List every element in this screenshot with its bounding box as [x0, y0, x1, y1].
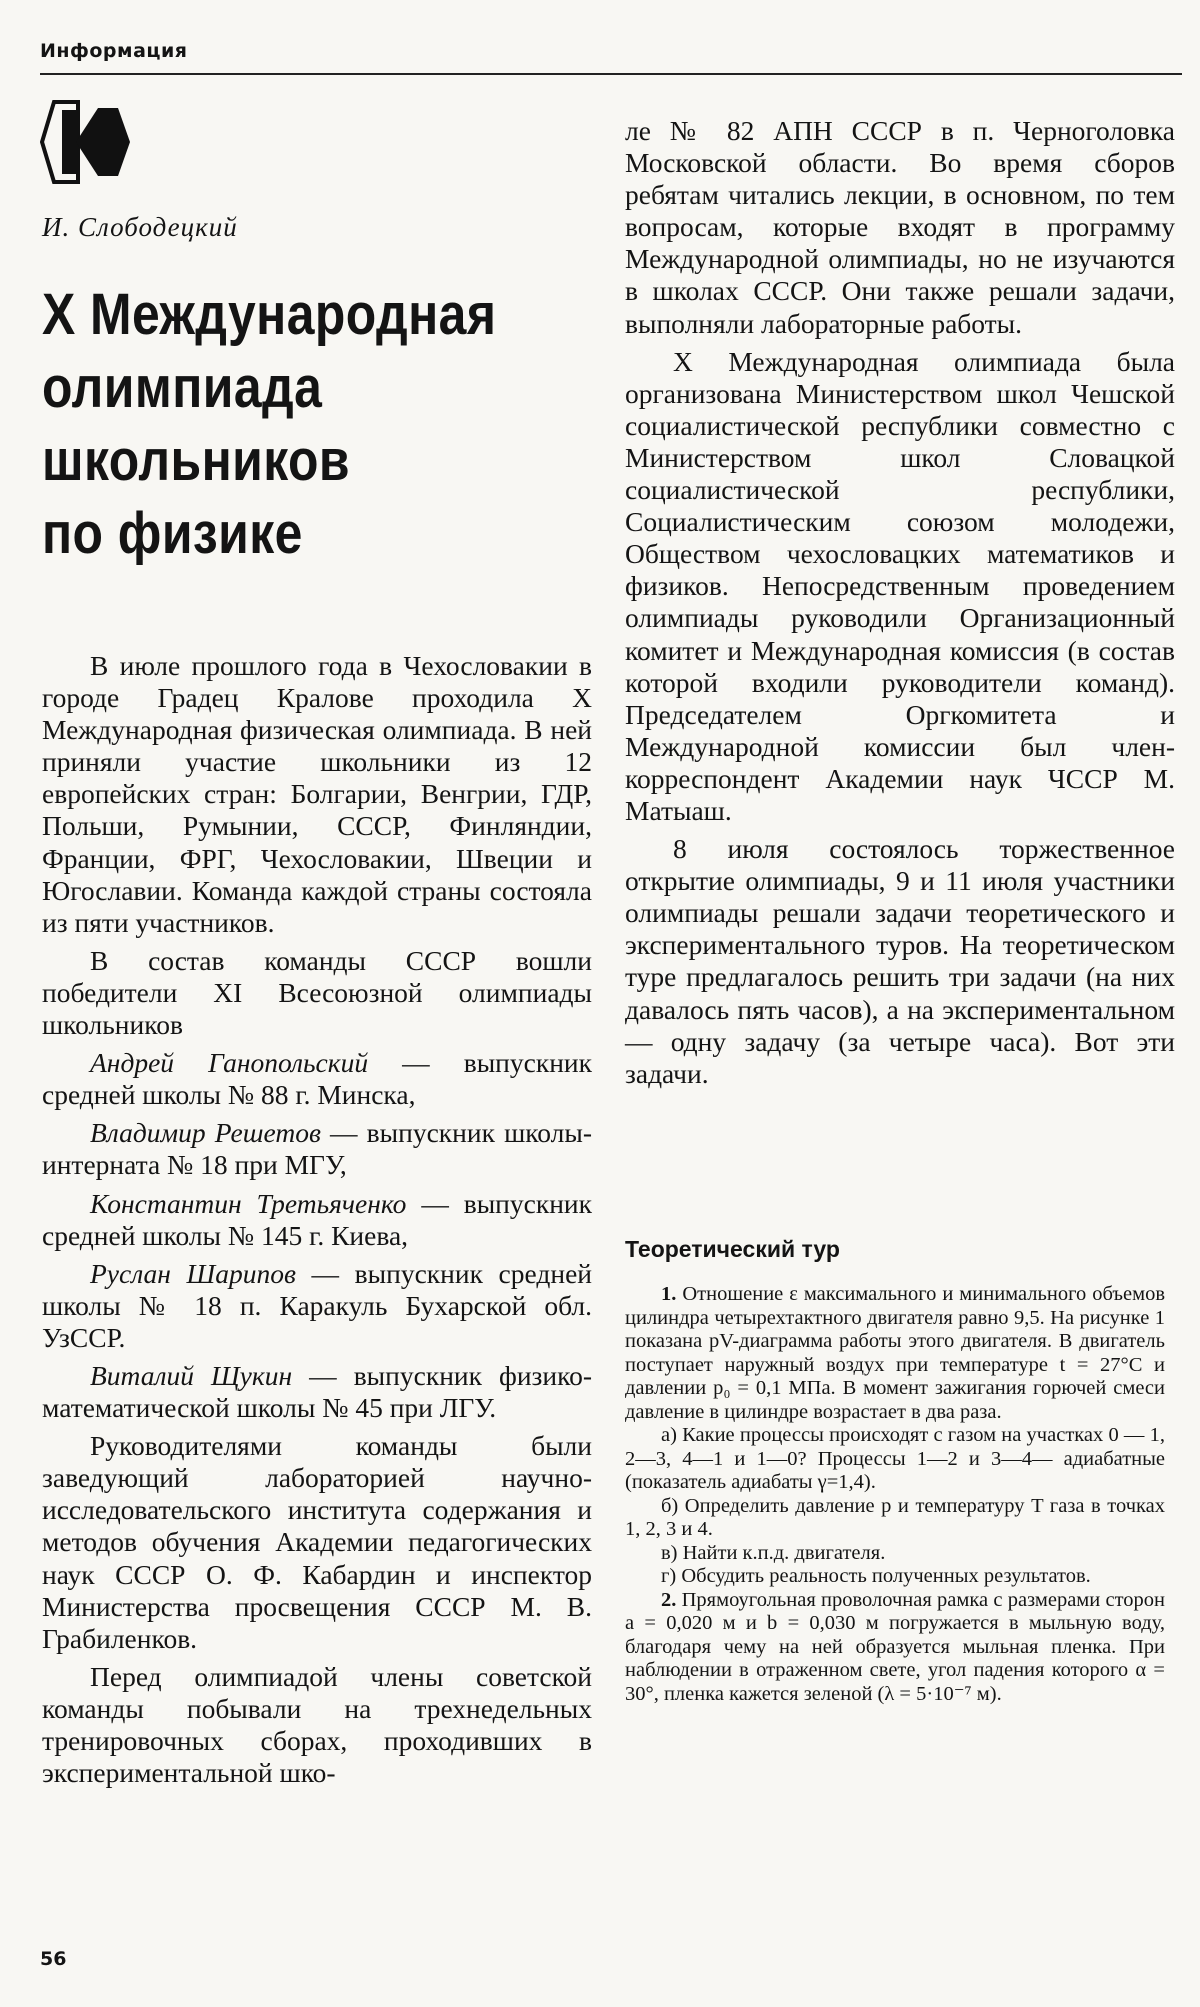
- member-text: — выпускник средней школы № 145 г. Киева,: [42, 1187, 592, 1251]
- page-number: 56: [40, 1948, 67, 1970]
- title-line: Х Международная: [42, 282, 497, 347]
- title-line: по физике: [42, 501, 303, 566]
- problem-body: а) Какие процессы происходят с газом на участках 0 — 1, 2—3, 4—1 и 1—0? Процессы 1—2 и 3—4— адиабатные (показатель адиабаты γ=1,4).: [625, 1424, 1165, 1493]
- paragraph: ле № 82 АПН СССР в п. Черноголовка Московской области. Во время сборов ребятам читались лекции, в основном, по тем вопросам, которые входят в программу Международной олимпиады, но не изучаются в школах СССР. Они также решали задачи, выполняли лабораторные работы.: [625, 115, 1175, 339]
- problem-text: [625, 1424, 1165, 1495]
- problem-body: Прямоугольная проволочная рамка с размерами сторон a = 0,020 м и b = 0,030 м погружается в мыльную воду, благодаря чему на ней образуется мыльная пленка. При наблюдении в отраженном свете, угол падения которого α = 30°, пленка кажется зеленой (λ = 5·10⁻⁷ м).: [625, 1588, 1165, 1705]
- title-line: школьников: [42, 428, 351, 493]
- member-name: Виталий Щукин: [90, 1359, 293, 1391]
- problem-text: [625, 1589, 1165, 1707]
- paragraph: 8 июля состоялось торжественное открытие олимпиады, 9 и 11 июля участники олимпиады решали задачи теоретического и экспериментального туров. На теоретическом туре предлагалось решить три задачи (на них давалось пять часов), а на экспериментальном — одну задачу (за четыре часа). Вот эти задачи.: [625, 833, 1175, 1089]
- theory-heading: Теоретический тур: [625, 1236, 840, 1262]
- problem-body: Отношение ε максимального и минимального объемов цилиндра четырехтактного двигателя равно 9,5. На рисунке 1 показана pV-диаграмма работы этого двигателя. В двигатель поступает наружный воздух при температуре t = 27°C и давлении p₀ = 0,1 МПа. В момент зажигания горючей смеси давление в цилиндре возрастает в два раза.: [625, 1283, 1165, 1423]
- title-line: олимпиада: [42, 355, 323, 420]
- member-text: — выпускник средней школы № 88 г. Минска,: [42, 1047, 592, 1111]
- paragraph: Х Международная олимпиада была организована Министерством школ Чешской социалистической республики совместно с Министерством школ Словацкой социалистической республики, Социалистическим союзом молодежи, Обществом чехословацких математиков и физиков. Непосредственным проведением олимпиады руководили Организационный комитет и Международная комиссия (в состав которой входили руководители команд). Председателем Оргкомитета и Международной комиссии был член-корреспондент Академии наук ЧССР М. Матыаш.: [625, 345, 1175, 826]
- left-column: [42, 650, 592, 1789]
- member-text: — выпускник средней школы № 18 п. Каракуль Бухарской обл. УзССР.: [42, 1257, 592, 1353]
- paragraph: Руководителями команды были заведующий лабораторией научно-исследовательского института содержания и методов обучения Академии педагогических наук СССР О. Ф. Кабардин и инспектор Министерства просвещения СССР М. В. Грабиленков.: [42, 1430, 592, 1654]
- problem-text: [625, 1542, 1165, 1566]
- member-text: — выпускник школы-интерната № 18 при МГУ,: [42, 1117, 592, 1181]
- team-member: [42, 1047, 592, 1111]
- paragraph: Перед олимпиадой члены советской команды побывали на трехнедельных тренировочных сборах, проходивших в экспериментальной шко-: [42, 1660, 592, 1789]
- problem-text: [625, 1283, 1165, 1424]
- paragraph: В июле прошлого года в Чехословакии в городе Градец Кралове проходила Х Международная физическая олимпиада. В ней приняли участие школьники из 12 европейских стран: Болгарии, Венгрии, ГДР, Польши, Румынии, СССР, Финляндии, Франции, ФРГ, Чехословакии, Швеции и Югославии. Команда каждой страны состояла из пяти участников.: [42, 650, 592, 938]
- journal-logo-icon: [40, 98, 132, 186]
- member-name: Константин Третьяченко: [90, 1187, 407, 1219]
- member-name: Руслан Шарипов: [90, 1257, 296, 1289]
- problem-body: г) Обсудить реальность полученных результатов.: [661, 1565, 1091, 1587]
- problem-body: в) Найти к.п.д. двигателя.: [661, 1541, 886, 1564]
- article-title: [42, 278, 524, 570]
- team-member: [42, 1117, 592, 1181]
- member-name: Андрей Ганопольский: [90, 1047, 369, 1079]
- header-rule: [40, 73, 1182, 75]
- member-text: — выпускник физико-математической школы № 45 при ЛГУ.: [42, 1359, 592, 1424]
- paragraph: В состав команды СССР вошли победители XI Всесоюзной олимпиады школьников: [42, 944, 592, 1041]
- problem-number: 1.: [661, 1283, 677, 1305]
- member-name: Владимир Решетов: [90, 1117, 321, 1149]
- problem-number: 2.: [661, 1588, 677, 1611]
- section-label: Информация: [40, 40, 188, 62]
- problem-body: б) Определить давление p и температуру T газа в точках 1, 2, 3 и 4.: [625, 1494, 1165, 1540]
- team-member: [42, 1258, 592, 1354]
- team-member: [42, 1360, 592, 1424]
- problem-text: [625, 1495, 1165, 1542]
- right-column: [625, 115, 1175, 1090]
- problem-list: [625, 1283, 1165, 1706]
- team-member: [42, 1188, 592, 1252]
- article-author: И. Слободецкий: [42, 212, 238, 242]
- problem-text: [625, 1565, 1165, 1589]
